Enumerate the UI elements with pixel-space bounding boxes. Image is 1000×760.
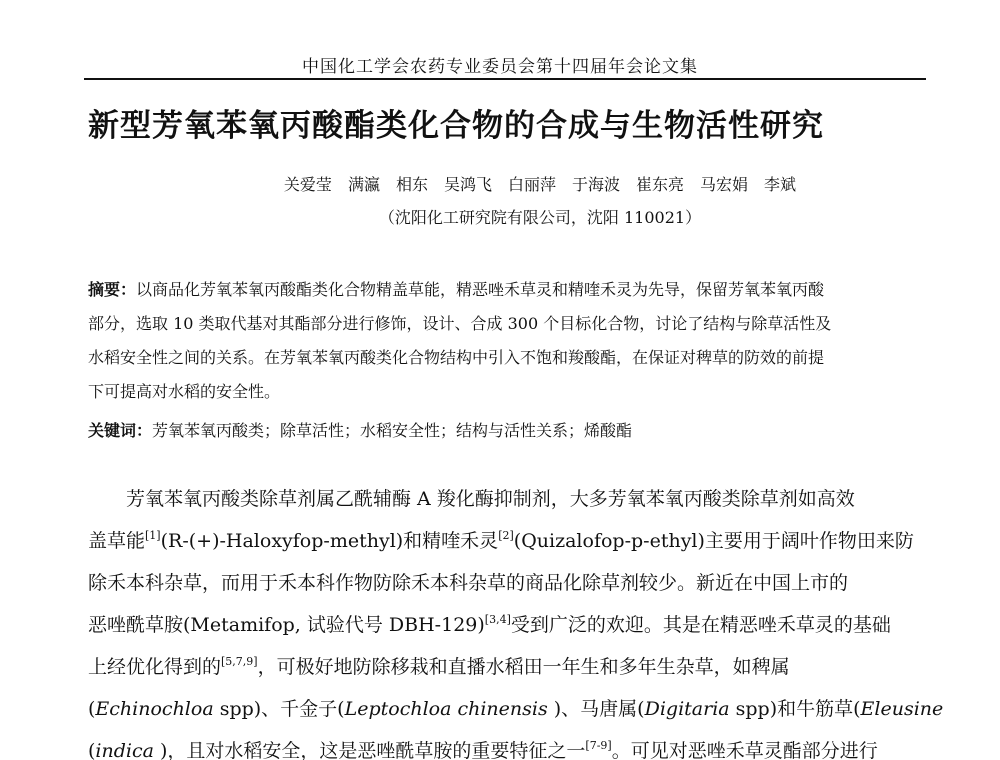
species-name: Echinochloa [95,698,214,720]
citation: [2] [498,529,514,542]
keywords-text: 芳氧苯氧丙酸类；除草活性；水稻安全性；结构与活性关系；烯酸酯 [152,421,633,440]
keywords [88,418,928,444]
text-run: ( [88,740,96,760]
abstract-text: 以商品化芳氧苯氧丙酸酯类化合物精盖草能，精恶唑禾草灵和精喹禾灵为先导，保留芳氧苯氧丙酸 [136,280,825,299]
author: 李斌 [764,175,797,194]
body-line [88,520,928,562]
body-line [88,688,944,730]
species-name: Leptochloa chinensis [344,698,548,720]
author-list [180,172,900,195]
affiliation: （沈阳化工研究院有限公司，沈阳 110021） [378,208,702,227]
abstract-line: 水稻安全性之间的关系。在芳氧苯氧丙酸类化合物结构中引入不饱和羧酸酯，在保证对稗草的防效的前提 [88,348,825,367]
header-rule [84,78,926,80]
author: 白丽萍 [507,175,556,194]
author: 满瀛 [347,175,380,194]
abstract-label: 摘要： [88,280,137,299]
abstract-line: 下可提高对水稻的安全性。 [88,382,281,401]
citation: [1] [145,529,161,542]
text-run: 受到广泛的欢迎。其是在精恶唑禾草灵的基础 [510,614,891,636]
author: 马宏娟 [700,175,749,194]
author: 崔东亮 [636,175,685,194]
body-line [88,730,928,760]
text-run: (R-(+)-Haloxyfop-methyl)和精喹禾灵 [160,530,499,552]
citation: [3,4] [484,613,511,626]
abstract [88,273,928,409]
body-line [88,646,928,688]
text-run: 。可见对恶唑禾草灵酯部分进行 [611,740,878,760]
abstract-line: 部分，选取 10 类取代基对其酯部分进行修饰，设计、合成 300 个目标化合物，讨论了结构与除草活性及 [88,314,832,333]
body-line: 除禾本科杂草，而用于禾本科作物防除禾本科杂草的商品化除草剂较少。新近在中国上市的 [88,572,849,594]
author: 吴鸿飞 [443,175,492,194]
body-text [88,478,944,760]
citation: [5,7,9] [221,655,258,668]
species-name: Eleusine [860,698,944,720]
text-run: spp)、千金子( [213,698,345,720]
text-run: ( [88,698,96,720]
text-run: )、马唐属( [547,698,645,720]
body-line: 芳氧苯氧丙酸类除草剂属乙酰辅酶 A 羧化酶抑制剂，大多芳氧苯氧丙酸类除草剂如高效 [126,488,855,510]
text-run: ，可极好地防除移栽和直播水稻田一年生和多年生杂草，如稗属 [257,656,790,678]
citation: [7-9] [585,739,612,752]
text-run: 盖草能 [88,530,146,552]
abstract-line [88,273,928,307]
article-title: 新型芳氧苯氧丙酸酯类化合物的合成与生物活性研究 [88,108,824,144]
text-run: 上经优化得到的 [88,656,222,678]
running-header: 中国化工学会农药专业委员会第十四届年会论文集 [302,57,698,77]
species-name: indica [95,740,154,760]
author: 关爱莹 [283,175,332,194]
species-name: Digitaria [644,698,730,720]
text-run: 恶唑酰草胺(Metamifop, 试验代号 DBH-129) [88,614,485,636]
author: 相东 [395,175,428,194]
body-line [88,604,928,646]
text-run: (Quizalofop-p-ethyl)主要用于阔叶作物田来防 [513,530,914,552]
text-run: )，且对水稻安全，这是恶唑酰草胺的重要特征之一 [153,740,586,760]
author: 于海波 [572,175,621,194]
text-run: spp)和牛筋草( [729,698,861,720]
keywords-label: 关键词： [88,421,153,440]
